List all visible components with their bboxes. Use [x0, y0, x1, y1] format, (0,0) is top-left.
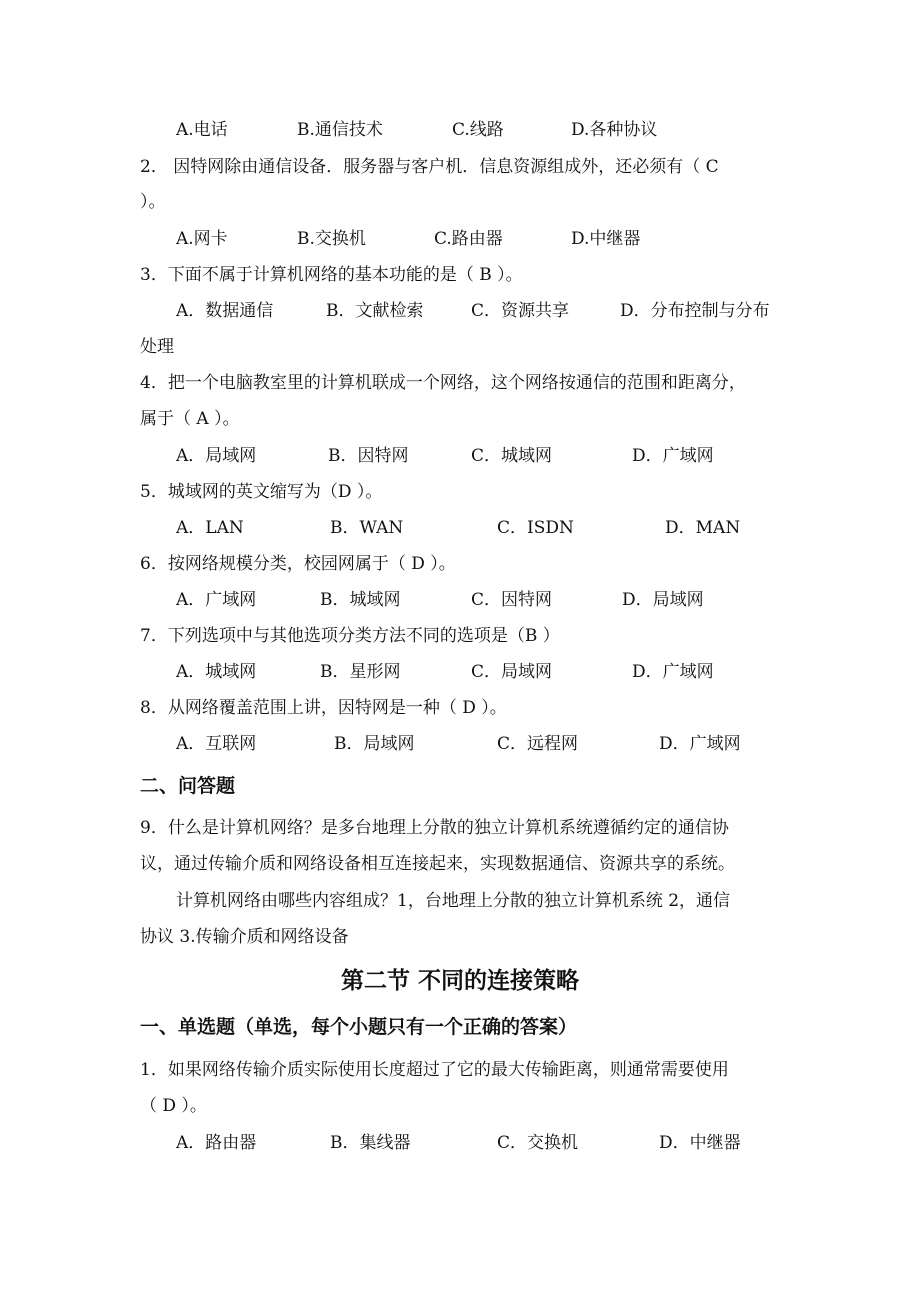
option-c: C．局域网 — [471, 662, 553, 682]
question-4-options — [0, 443, 920, 469]
section2-question-1-options — [0, 1130, 920, 1156]
question-9-text-line1: 9．什么是计算机网络？是多台地理上分散的独立计算机系统遵循约定的通信协 — [140, 818, 729, 838]
chapter-title — [0, 966, 920, 996]
option-d: D．局域网 — [622, 590, 704, 610]
question-6 — [0, 551, 920, 577]
option-c: C.路由器 — [434, 229, 503, 249]
option-c: C.线路 — [452, 120, 504, 140]
question-8 — [0, 695, 920, 721]
question-3 — [0, 262, 920, 288]
chapter-title-text: 第二节 不同的连接策略 — [340, 968, 579, 994]
question-9-text-line2: 议，通过传输介质和网络设备相互连接起来，实现数据通信、资源共享的系统。 — [140, 854, 735, 874]
question-7-options — [0, 659, 920, 685]
option-d: D．广域网 — [659, 734, 741, 754]
option-d: D.各种协议 — [571, 120, 658, 140]
question-5 — [0, 479, 920, 505]
section-heading-qa — [0, 773, 920, 799]
section2-question-1-text-line1: 1．如果网络传输介质实际使用长度超过了它的最大传输距离，则通常需要使用 — [140, 1060, 729, 1080]
section2-question-1 — [0, 1057, 920, 1083]
question-8-options — [0, 731, 920, 757]
option-c: C．因特网 — [471, 590, 553, 610]
question-9-text-line4: 协议 3.传输介质和网络设备 — [140, 927, 349, 947]
question-2-text-line2: ）。 — [140, 192, 166, 212]
question-3-option-d-continued: 处理 — [140, 337, 174, 357]
question-4-text-line2: 属于（ A ）。 — [140, 409, 240, 429]
section-heading-single-choice-text: 一、单选题（单选，每个小题只有一个正确的答案） — [140, 1016, 578, 1038]
option-b: B．局域网 — [334, 734, 415, 754]
option-a: A．城域网 — [176, 662, 257, 682]
question-4-text-line1: 4．把一个电脑教室里的计算机联成一个网络，这个网络按通信的范围和距离分， — [140, 373, 746, 393]
option-b: B．因特网 — [328, 446, 409, 466]
section2-question-1-text-line2: （ D ）。 — [140, 1096, 207, 1116]
question-6-text: 6．按网络规模分类，校园网属于（ D ）。 — [140, 554, 456, 574]
question-3-text: 3．下面不属于计算机网络的基本功能的是（ B ）。 — [140, 265, 523, 285]
prev-question-options — [0, 117, 920, 143]
option-d: D．MAN — [665, 518, 741, 538]
question-7-text: 7．下列选项中与其他选项分类方法不同的选项是（B ） — [140, 626, 560, 646]
option-a: A．路由器 — [176, 1133, 257, 1153]
option-b: B．星形网 — [320, 662, 401, 682]
option-c: C．资源共享 — [471, 301, 570, 321]
question-5-options — [0, 515, 920, 541]
option-b: B.通信技术 — [297, 120, 383, 140]
option-b: B.交换机 — [297, 229, 366, 249]
option-c: C．ISDN — [497, 518, 574, 538]
option-b: B．集线器 — [330, 1133, 411, 1153]
question-2-options — [0, 226, 920, 252]
option-c: C．远程网 — [497, 734, 579, 754]
question-5-text: 5．城域网的英文缩写为（D ）。 — [140, 482, 383, 502]
question-2 — [0, 154, 920, 180]
option-a: A．LAN — [176, 518, 244, 538]
option-d: D．分布控制与分布 — [620, 301, 770, 321]
option-a: A.电话 — [176, 120, 228, 140]
question-6-options — [0, 587, 920, 613]
option-d: D．广域网 — [632, 446, 714, 466]
option-a: A．局域网 — [176, 446, 257, 466]
question-8-text: 8．从网络覆盖范围上讲，因特网是一种（ D ）。 — [140, 698, 507, 718]
section-heading-qa-text: 二、问答题 — [140, 775, 236, 797]
section-heading-single-choice — [0, 1014, 920, 1040]
option-a: A.网卡 — [176, 229, 228, 249]
option-a: A．互联网 — [176, 734, 257, 754]
question-9-text-line3: 计算机网络由哪些内容组成？1，台地理上分散的独立计算机系统 2，通信 — [176, 891, 731, 911]
option-d: D.中继器 — [571, 229, 641, 249]
option-c: C．城域网 — [471, 446, 553, 466]
option-a: A．广域网 — [176, 590, 257, 610]
option-d: D．中继器 — [659, 1133, 741, 1153]
option-a: A．数据通信 — [176, 301, 274, 321]
question-4 — [0, 370, 920, 396]
option-b: B．城域网 — [320, 590, 401, 610]
option-b: B．文献检索 — [326, 301, 424, 321]
option-d: D．广域网 — [632, 662, 714, 682]
option-c: C．交换机 — [497, 1133, 579, 1153]
question-9 — [0, 815, 920, 841]
question-7 — [0, 623, 920, 649]
option-b: B．WAN — [330, 518, 404, 538]
question-3-options — [0, 298, 920, 324]
question-2-text-line1: 2． 因特网除由通信设备．服务器与客户机．信息资源组成外，还必须有（ C — [140, 157, 719, 177]
